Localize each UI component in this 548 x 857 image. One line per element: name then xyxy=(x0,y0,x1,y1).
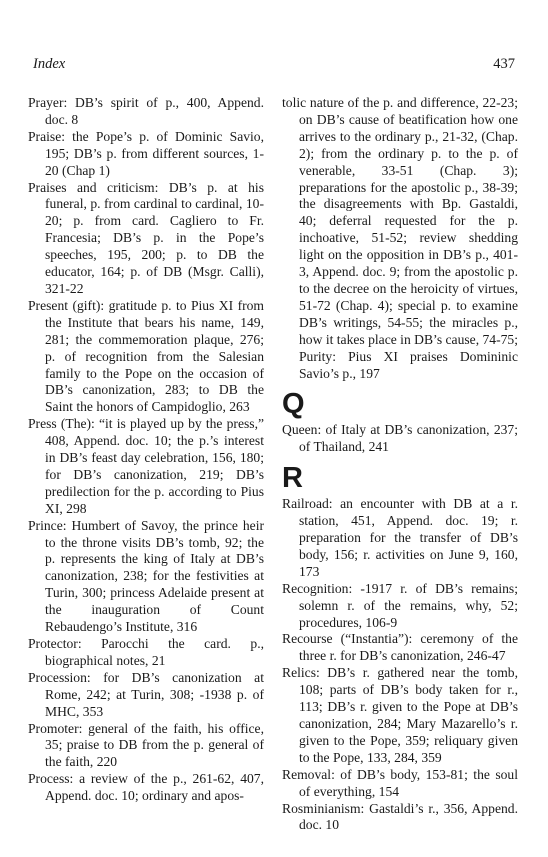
index-column-left xyxy=(28,95,264,805)
index-entry-removal: Removal: of DB’s body, 153-81; the soul of everything, 154 xyxy=(282,766,518,799)
index-entry-prayer: Prayer: DB’s spirit of p., 400, Append. doc. 8 xyxy=(28,95,264,127)
index-entry-protector: Protector: Parocchi the card. p., biographical notes, 21 xyxy=(28,636,264,668)
index-entry-praise: Praise: the Pope’s p. of Dominic Savio, 195; DB’s p. from different sources, 1-20 (Chap 1) xyxy=(28,128,264,178)
index-entry-queen: Queen: of Italy at DB’s canonization, 237; of Thailand, 241 xyxy=(282,422,518,455)
section-letter-q: Q xyxy=(282,388,305,421)
index-entry-recognition: Recognition: -1917 r. of DB’s remains; solemn r. of the remains, why, 52; procedures, 106-9 xyxy=(282,580,518,630)
index-entry-press: Press (The): “it is played up by the press,” 408, Append. doc. 10; the p.’s interest in DB’s feast day celebration, 156, 180; for DB’s canonization, 219; DB’s predilection for the p. according to Pius XI, 298 xyxy=(28,416,264,516)
index-entry-process: Process: a review of the p., 261-62, 407, Append. doc. 10; ordinary and apos- xyxy=(28,771,264,804)
index-entry-recourse: Recourse (“Instantia”): ceremony of the three r. for DB’s canonization, 246-47 xyxy=(282,631,518,664)
index-entry-rosminianism: Rosminianism: Gastaldi’s r., 356, Append. doc. 10 xyxy=(282,800,518,833)
section-letter-r: R xyxy=(282,462,303,495)
page-number: 437 xyxy=(493,56,515,72)
page-header xyxy=(33,56,515,74)
index-entry-railroad: Railroad: an encounter with DB at a r. station, 451, Append. doc. 19; r. preparation for the transfer of DB’s body, 156; r. activities on June 9, 160, 173 xyxy=(282,496,518,579)
index-entry-relics: Relics: DB’s r. gathered near the tomb, 108; parts of DB’s body taken for r., 113; DB’s r. given to the Pope at DB’s canonization, 284; Mary Mazarello’s r. given to the Pope, 359; reliquary given to the Pope, 133, 284, 359 xyxy=(282,665,518,765)
index-entry-present: Present (gift): gratitude p. to Pius XI from the Institute that bears his name, 149, 281; the commemoration plaque, 276; p. of recognition from the Salesian family to the Pope on the occasion of DB’s canonization, 283; to DB the Saint the honors of Campidoglio, 263 xyxy=(28,297,264,415)
index-entry-promoter: Promoter: general of the faith, his office, 35; praise to DB from the p. general of the faith, 220 xyxy=(28,720,264,770)
index-entry-procession: Procession: for DB’s canonization at Rome, 242; at Turin, 308; -1938 p. of MHC, 353 xyxy=(28,669,264,719)
index-column-right xyxy=(282,95,518,834)
index-entry-prince: Prince: Humbert of Savoy, the prince heir to the throne visits DB’s tomb, 92; the p. represents the king of Italy at DB’s canonization, 238; for the festivities at Turin, 300; princess Adelaide present at the inauguration of Count Rebaudengo’s Institute, 316 xyxy=(28,517,264,635)
index-entry-process-continued: tolic nature of the p. and difference, 22-23; on DB’s cause of beatification how one arrives to the ordinary p., 21-32, (Chap. 2); from the ordinary p. to the p. of venerable, 33-51 (Chap. 3); preparations for the apostolic p., 38-39; the disagreements with Bp. Gastaldi, 40; deferral requested for the p. inchoative, 51-52; review shedding light on the opposition in DB’s p., 401-3, Append. doc. 9; from the apostolic p. to the decree on the heroicity of virtues, 51-72 (Chap. 4); special p. to examine DB’s writings, 54-55; the miracles p., how it takes place in DB’s cause, 74-75; Purity: Pius XI praises Domininic Savio’s p., 197 xyxy=(282,95,518,381)
index-entry-praises-and-criticism: Praises and criticism: DB’s p. at his funeral, p. from cardinal to cardinal, 10-20; p. from card. Cagliero to Fr. Francesia; DB’s p. in the Pope’s speeches, 195, 200; p. to DB the educator, 164; p. of DB (Msgr. Calli), 321-22 xyxy=(28,179,264,296)
section-title: Index xyxy=(33,56,66,72)
